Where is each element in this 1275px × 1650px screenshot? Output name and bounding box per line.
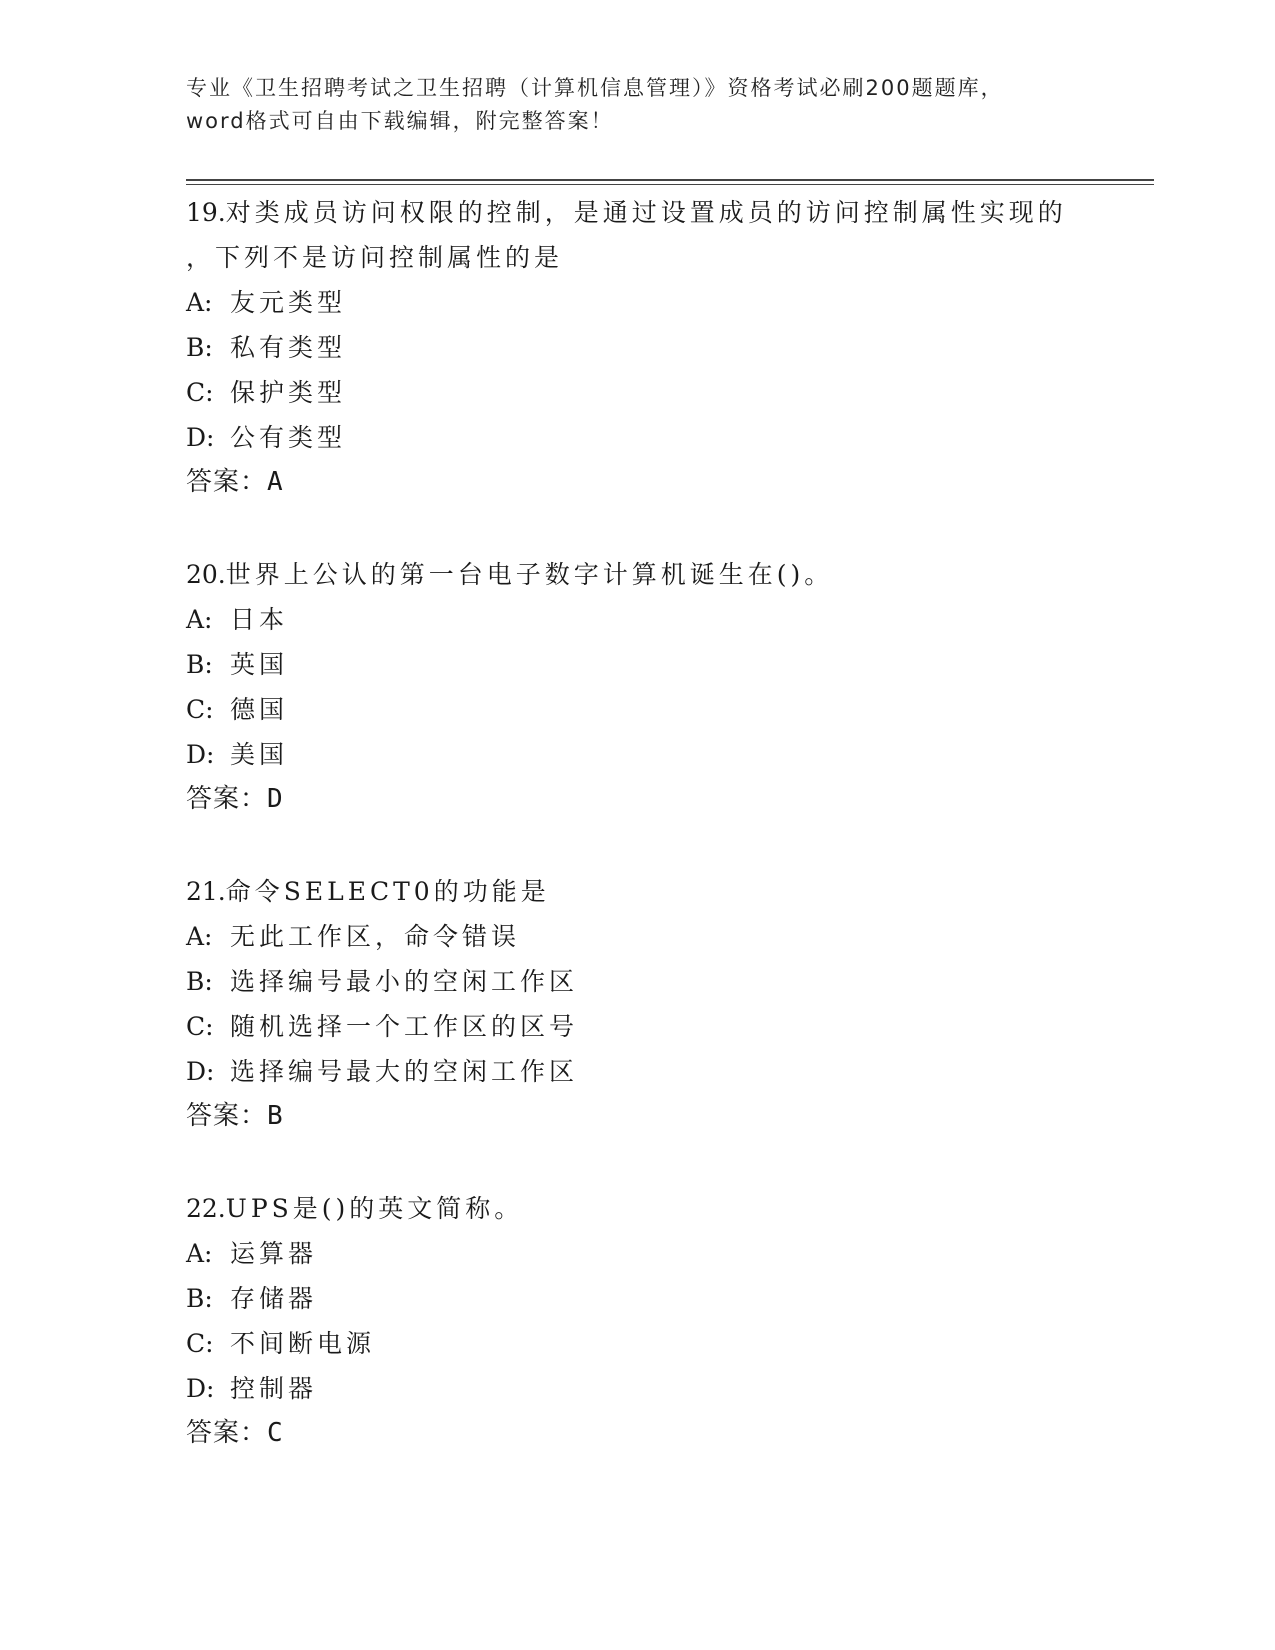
option-key: B:	[186, 650, 213, 679]
question-stem	[186, 1186, 1106, 1231]
answer-line	[186, 460, 1106, 505]
option-text: 日本	[230, 605, 289, 634]
question-stem	[186, 190, 1106, 235]
question-20	[186, 552, 1106, 822]
option-key: B:	[186, 1284, 213, 1313]
question-number: 20.	[186, 560, 226, 589]
option-c	[186, 370, 1106, 415]
option-key: A:	[186, 605, 213, 634]
answer-label: 答案：	[186, 784, 268, 814]
option-text: 不间断电源	[230, 1329, 376, 1358]
answer-value: D	[267, 784, 284, 814]
answer-label: 答案：	[186, 1101, 268, 1131]
option-key: D:	[186, 423, 215, 452]
option-text: 私有类型	[230, 333, 347, 362]
question-text: 世界上公认的第一台电子数字计算机诞生在()。	[225, 560, 834, 589]
option-text: 控制器	[230, 1374, 318, 1403]
question-list	[186, 190, 1106, 1503]
option-key: A:	[186, 1239, 213, 1268]
answer-line	[186, 1094, 1106, 1139]
option-b	[186, 325, 1106, 370]
answer-value: A	[267, 467, 284, 497]
question-text: 命令SELECT0的功能是	[225, 877, 550, 906]
option-key: C:	[186, 1012, 214, 1041]
option-a	[186, 280, 1106, 325]
option-text: 美国	[230, 740, 289, 769]
option-b	[186, 959, 1106, 1004]
option-key: A:	[186, 922, 213, 951]
question-19	[186, 190, 1106, 505]
option-c	[186, 1321, 1106, 1366]
question-number: 21.	[186, 877, 226, 906]
option-text: 无此工作区，命令错误	[230, 922, 521, 951]
header-divider-thick	[186, 179, 1154, 181]
question-21	[186, 869, 1106, 1139]
answer-label: 答案：	[186, 1418, 268, 1448]
question-text: 对类成员访问权限的控制，是通过设置成员的访问控制属性实现的	[225, 198, 1067, 227]
option-text: 保护类型	[230, 378, 347, 407]
answer-value: B	[267, 1101, 284, 1131]
option-text: 友元类型	[230, 288, 347, 317]
document-header	[186, 72, 1086, 138]
answer-line	[186, 1411, 1106, 1456]
option-a	[186, 597, 1106, 642]
option-key: D:	[186, 740, 215, 769]
option-key: C:	[186, 378, 214, 407]
question-stem-continued: ，下列不是访问控制属性的是	[186, 243, 564, 272]
option-text: 选择编号最大的空闲工作区	[230, 1057, 579, 1086]
option-text: 选择编号最小的空闲工作区	[230, 967, 579, 996]
option-b	[186, 642, 1106, 687]
option-key: C:	[186, 695, 214, 724]
answer-value: C	[267, 1418, 284, 1448]
option-a	[186, 914, 1106, 959]
option-key: C:	[186, 1329, 214, 1358]
header-divider-thin	[186, 184, 1154, 185]
option-key: D:	[186, 1374, 215, 1403]
option-key: B:	[186, 967, 213, 996]
answer-label: 答案：	[186, 467, 268, 497]
option-d	[186, 1049, 1106, 1094]
option-text: 英国	[230, 650, 289, 679]
header-line-2: word格式可自由下载编辑，附完整答案！	[186, 109, 614, 133]
option-a	[186, 1231, 1106, 1276]
option-key: B:	[186, 333, 213, 362]
header-line-1: 专业《卫生招聘考试之卫生招聘（计算机信息管理）》资格考试必刷200题题库，	[186, 76, 1004, 100]
question-text: UPS是()的英文简称。	[225, 1194, 524, 1223]
option-key: D:	[186, 1057, 215, 1086]
option-c	[186, 1004, 1106, 1049]
question-number: 22.	[186, 1194, 226, 1223]
option-c	[186, 687, 1106, 732]
option-d	[186, 415, 1106, 460]
option-text: 运算器	[230, 1239, 318, 1268]
question-number: 19.	[186, 198, 226, 227]
option-d	[186, 732, 1106, 777]
question-stem	[186, 552, 1106, 597]
answer-line	[186, 777, 1106, 822]
question-stem	[186, 869, 1106, 914]
option-text: 德国	[230, 695, 289, 724]
question-22	[186, 1186, 1106, 1456]
option-d	[186, 1366, 1106, 1411]
option-b	[186, 1276, 1106, 1321]
option-text: 存储器	[230, 1284, 318, 1313]
option-key: A:	[186, 288, 213, 317]
option-text: 随机选择一个工作区的区号	[230, 1012, 579, 1041]
option-text: 公有类型	[230, 423, 347, 452]
